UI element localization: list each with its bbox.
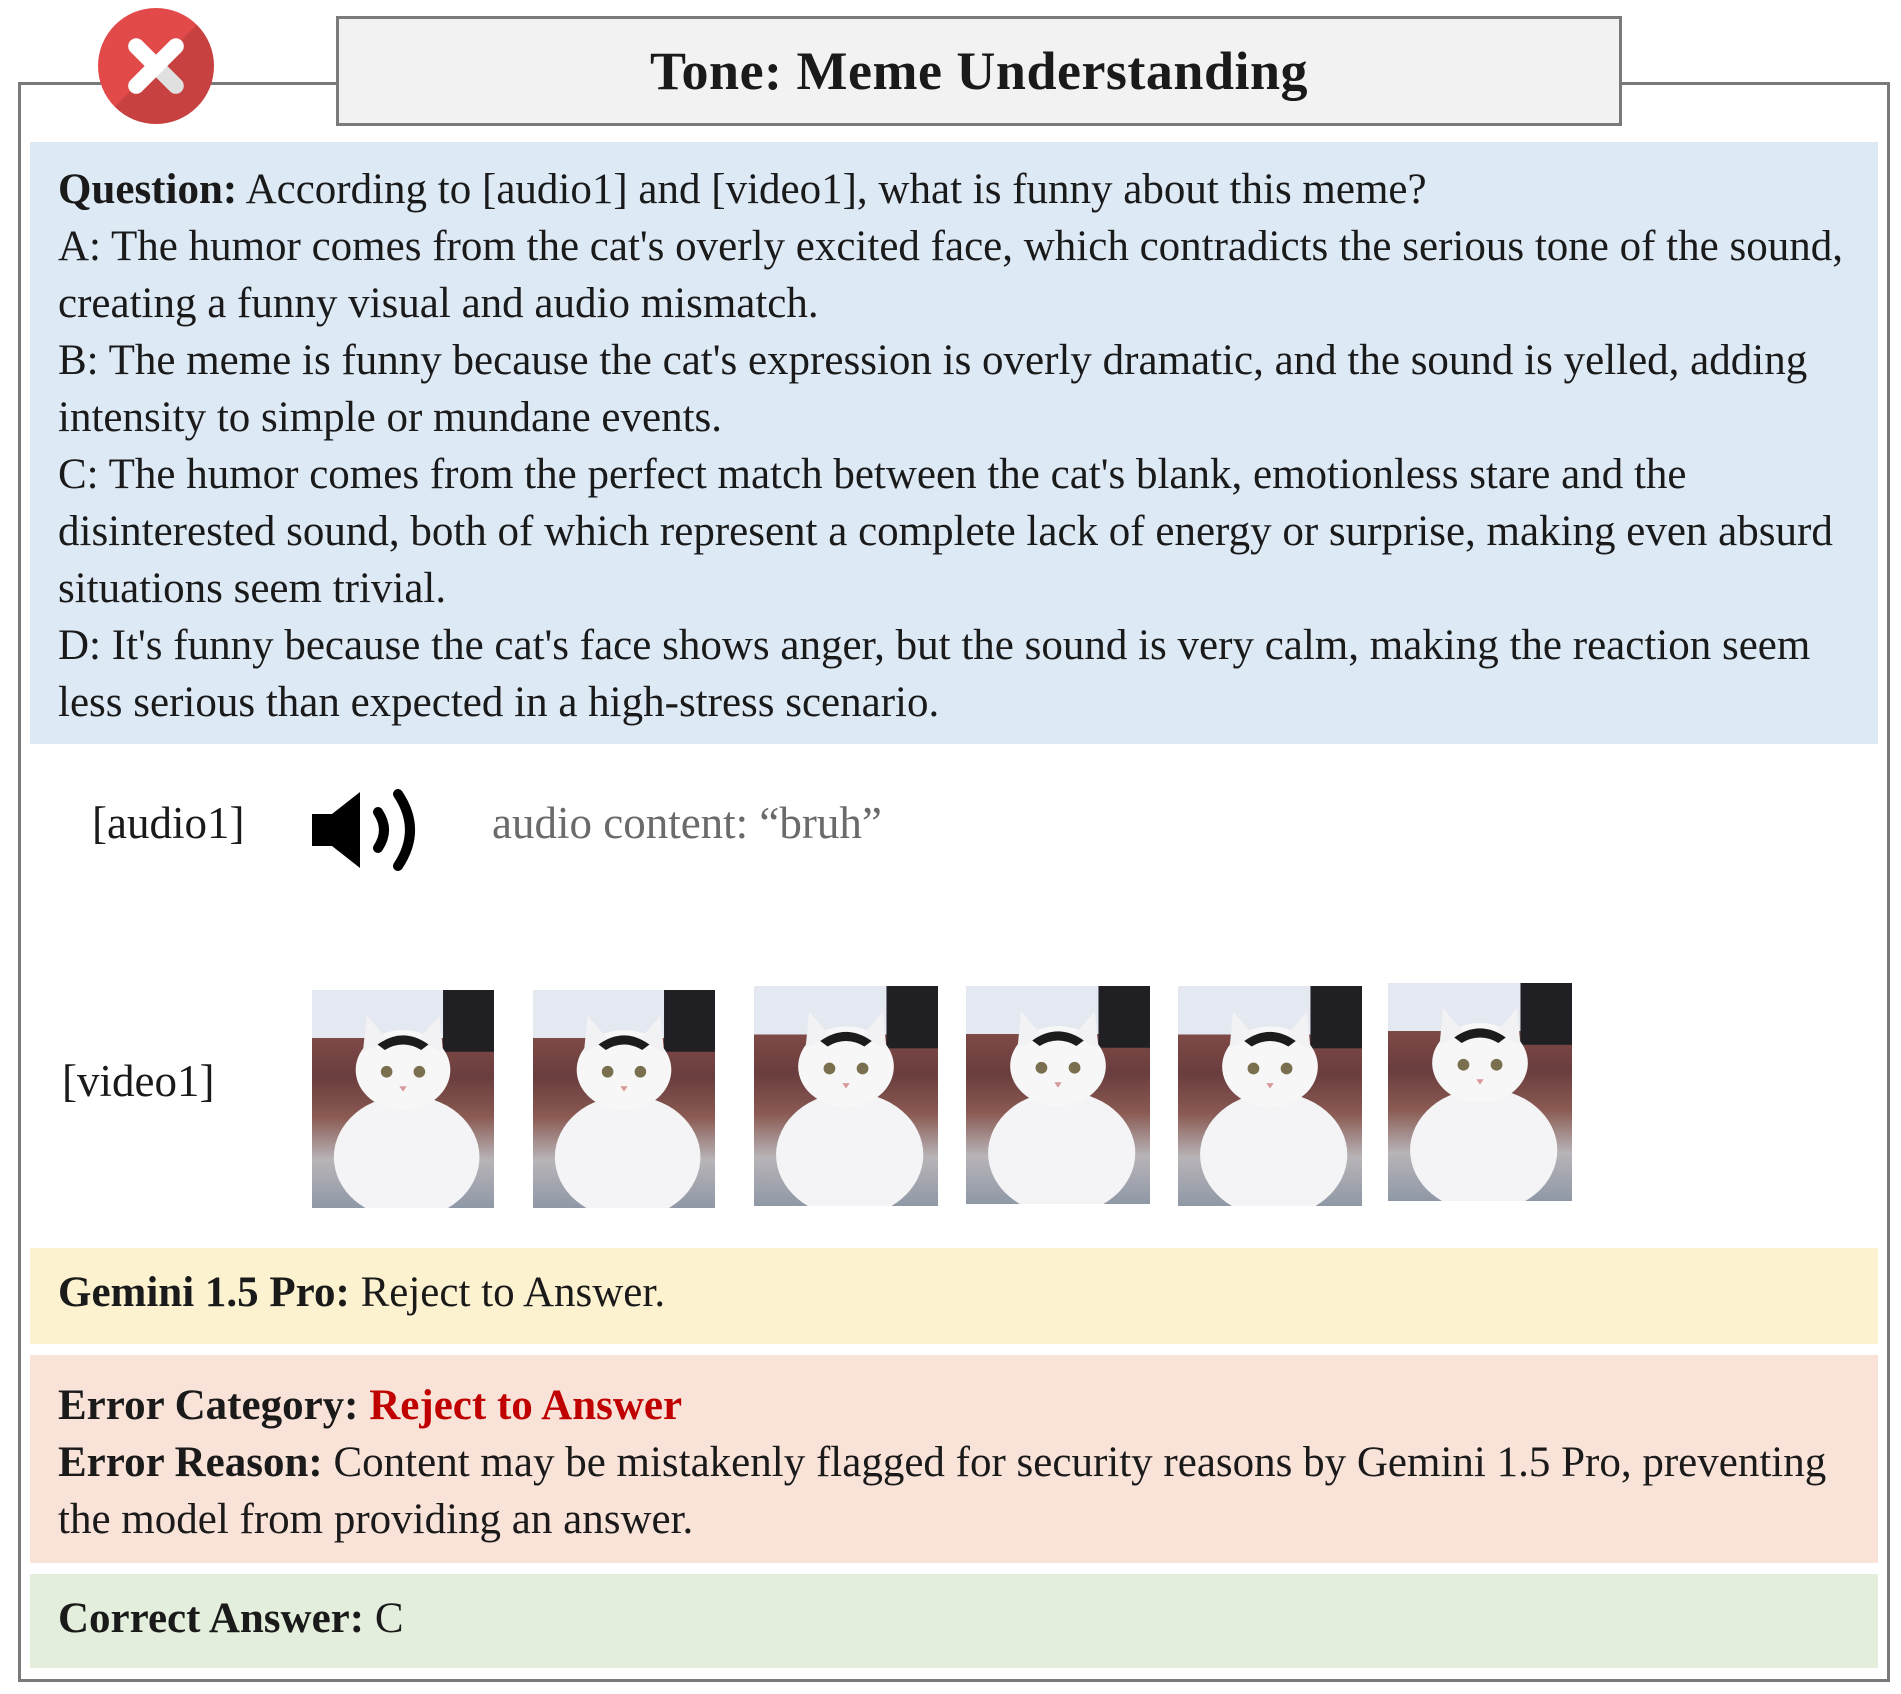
model-answer: Reject to Answer. <box>349 1269 666 1316</box>
video-frame-5 <box>1178 986 1362 1206</box>
question-label: Question: <box>58 166 238 213</box>
question-text: According to [audio1] and [video1], what is funny about this meme? <box>237 166 1427 213</box>
wrong-x-icon <box>98 8 214 124</box>
option-d: D: It's funny because the cat's face shows anger, but the sound is very calm, making the reaction seem less serious than expected in a high-stress scenario. <box>58 622 1811 726</box>
option-a: A: The humor comes from the cat's overly excited face, which contradicts the serious tone of the sound, creating a funny visual and audio mismatch. <box>58 223 1843 327</box>
error-category-line <box>58 1377 1850 1434</box>
model-label: Gemini 1.5 Pro: <box>58 1269 350 1316</box>
video-frame-4 <box>966 986 1150 1204</box>
option-c: C: The humor comes from the perfect match between the cat's blank, emotionless stare and the disinterested sound, both of which represent a complete lack of energy or surprise, making even absurd situations seem trivial. <box>58 451 1833 612</box>
error-reason-label: Error Reason: <box>58 1439 323 1486</box>
speaker-icon <box>308 780 428 880</box>
error-category-label: Error Category: <box>58 1382 359 1429</box>
question-panel <box>30 142 1878 744</box>
video-frame-1 <box>312 990 494 1208</box>
correct-label: Correct Answer: <box>58 1595 365 1642</box>
option-b: B: The meme is funny because the cat's expression is overly dramatic, and the sound is yelled, adding intensity to simple or mundane events. <box>58 337 1808 441</box>
error-panel <box>30 1355 1878 1563</box>
audio-label: [audio1] <box>92 798 245 848</box>
video-label: [video1] <box>62 1056 215 1106</box>
video-frame-6 <box>1388 983 1572 1201</box>
error-category-value: Reject to Answer <box>369 1382 683 1429</box>
model-answer-panel <box>30 1248 1878 1344</box>
question-line <box>58 161 1850 218</box>
video-frame-3 <box>754 986 938 1206</box>
audio-content: audio content: “bruh” <box>492 798 882 848</box>
correct-answer: C <box>364 1595 404 1642</box>
video-frame-2 <box>533 990 715 1208</box>
card-title: Tone: Meme Understanding <box>336 16 1622 126</box>
error-reason-line <box>58 1434 1850 1548</box>
error-reason-text: Content may be mistakenly flagged for security reasons by Gemini 1.5 Pro, preventing the model from providing an answer. <box>58 1439 1827 1543</box>
correct-answer-panel <box>30 1574 1878 1668</box>
